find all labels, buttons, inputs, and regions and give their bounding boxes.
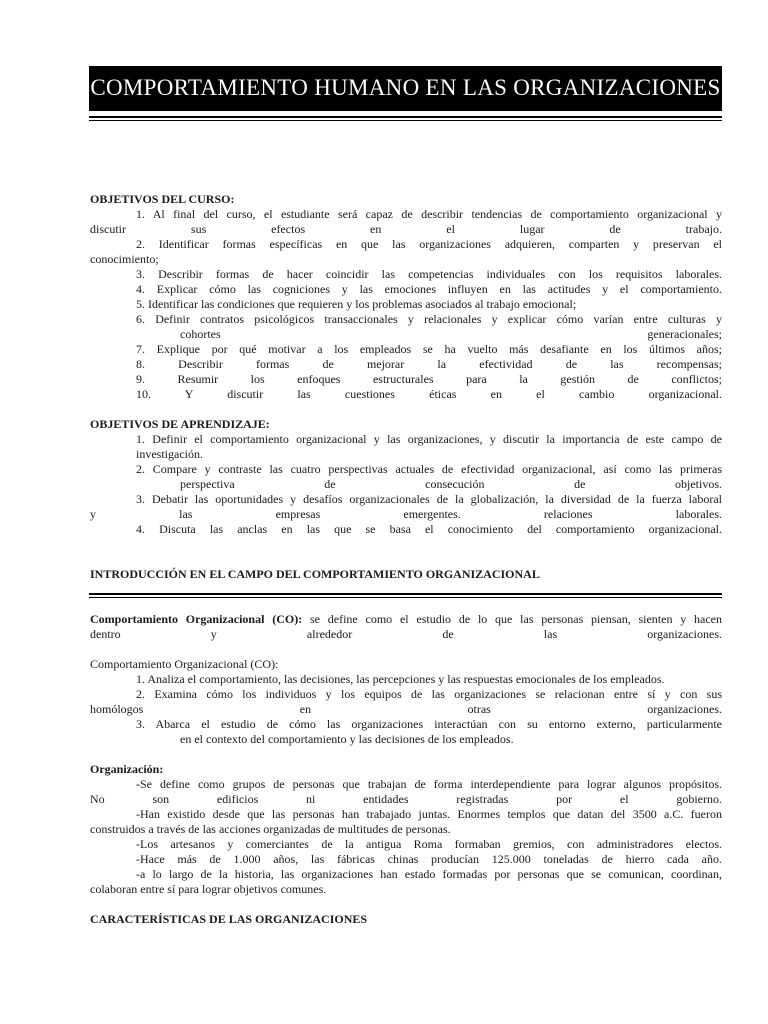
learning-objective-line: 4. Discuta las anclas en las que se basa el conocimiento del comportamiento organizacional. <box>136 522 722 536</box>
intro-heading: INTRODUCCIÓN EN EL CAMPO DEL COMPORTAMIENTO ORGANIZACIONAL <box>90 567 540 581</box>
course-objective-line: 4. Explicar cómo las cogniciones y las emociones influyen en las actitudes y el comportamiento. <box>136 282 722 296</box>
learning-objective-line: 3. Debatir las oportunidades y desafíos organizacionales de la globalización, la diversidad de la fuerza laboral <box>136 492 722 506</box>
title-rule-thin <box>89 120 722 121</box>
organization-line: construidos a través de las acciones organizadas de multitudes de personas. <box>90 822 451 836</box>
course-objective-line: 9. Resumir los enfoques estructurales para la gestión de conflictos; <box>136 372 722 386</box>
course-objective-line: conocimiento; <box>90 252 159 266</box>
learning-objective-line: 2. Compare y contraste las cuatro perspectivas actuales de efectividad organizacional, así como las primeras <box>136 462 722 476</box>
course-objective-line: 6. Definir contratos psicológicos transaccionales y relacionales y explicar cómo varían entre culturas y <box>136 312 722 326</box>
co-line: en el contexto del comportamiento y las decisiones de los empleados. <box>180 732 514 746</box>
co-definition <box>90 612 722 627</box>
document-title: COMPORTAMIENTO HUMANO EN LAS ORGANIZACIONES <box>90 75 721 100</box>
section-rule-thin <box>89 597 722 598</box>
learning-objectives-heading: OBJETIVOS DE APRENDIZAJE: <box>90 417 270 431</box>
co-line: 2. Examina cómo los individuos y los equipos de las organizaciones se relacionan entre sí y con sus <box>136 687 722 701</box>
course-objective-line: 8. Describir formas de mejorar la efectividad de las recompensas; <box>136 357 722 371</box>
learning-objective-line: 1. Definir el comportamiento organizacional y las organizaciones, y discutir la importancia de este campo de <box>136 432 722 446</box>
section-rule-thick <box>89 593 722 595</box>
organization-line: -a lo largo de la historia, las organizaciones han estado formadas por personas que se comunican, coordinan, <box>136 867 722 881</box>
learning-objective-line: investigación. <box>136 447 203 461</box>
course-objective-line: 10. Y discutir las cuestiones éticas en el cambio organizacional. <box>136 387 722 401</box>
title-rule-thick <box>89 116 722 118</box>
organization-line: -Los artesanos y comerciantes de la antigua Roma formaban gremios, con administradores electos. <box>136 837 722 851</box>
course-objective-line: 5. Identificar las condiciones que requieren y los problemas asociados al trabajo emocional; <box>136 297 577 311</box>
organization-line: -Han existido desde que las personas han trabajado juntas. Enormes templos que datan del 3500 a.C. fueron <box>136 807 722 821</box>
organization-line: -Hace más de 1.000 años, las fábricas chinas producían 125.000 toneladas de hierro cada año. <box>136 852 722 866</box>
course-objectives-heading: OBJETIVOS DEL CURSO: <box>90 192 235 206</box>
organization-heading: Organización: <box>90 762 164 776</box>
co-line: homólogos en otras organizaciones. <box>90 702 722 716</box>
characteristics-heading: CARACTERÍSTICAS DE LAS ORGANIZACIONES <box>90 912 368 926</box>
learning-objective-line: perspectiva de consecución de objetivos. <box>180 477 722 491</box>
course-objective-line: 3. Describir formas de hacer coincidir las competencias individuales con los requisitos laborales. <box>136 267 722 281</box>
course-objective-line: discutir sus efectos en el lugar de trabajo. <box>90 222 722 236</box>
co-definition-line2: dentro y alrededor de las organizaciones. <box>90 627 722 641</box>
organization-line: -Se define como grupos de personas que trabajan de forma interdependiente para lograr algunos propósitos. <box>136 777 722 791</box>
organization-line: colaboran entre sí para lograr objetivos comunes. <box>90 882 327 896</box>
co-definition-label: Comportamiento Organizacional (CO): <box>90 612 303 626</box>
learning-objective-line: y las empresas emergentes. relaciones laborales. <box>90 507 722 521</box>
title-banner <box>89 66 722 111</box>
co-line: 1. Analiza el comportamiento, las decisiones, las percepciones y las respuestas emocionales de los empleados. <box>136 672 665 686</box>
organization-line: No son edificios ni entidades registradas por el gobierno. <box>90 792 722 806</box>
course-objective-line: 2. Identificar formas específicas en que las organizaciones adquieren, comparten y preservan el <box>136 237 722 251</box>
co-definition-text: se define como el estudio de lo que las personas piensan, sienten y hacen <box>302 612 722 626</box>
course-objective-line: 7. Explique por qué motivar a los empleados se ha vuelto más desafiante en los últimos años; <box>136 342 722 356</box>
course-objective-line: cohortes generacionales; <box>180 327 722 341</box>
co-line: 3. Abarca el estudio de cómo las organizaciones interactúan con su entorno externo, particularmente <box>136 717 722 731</box>
co-label: Comportamiento Organizacional (CO): <box>90 657 279 671</box>
document-body <box>90 192 722 927</box>
course-objective-line: 1. Al final del curso, el estudiante será capaz de describir tendencias de comportamiento organizacional y <box>136 207 722 221</box>
